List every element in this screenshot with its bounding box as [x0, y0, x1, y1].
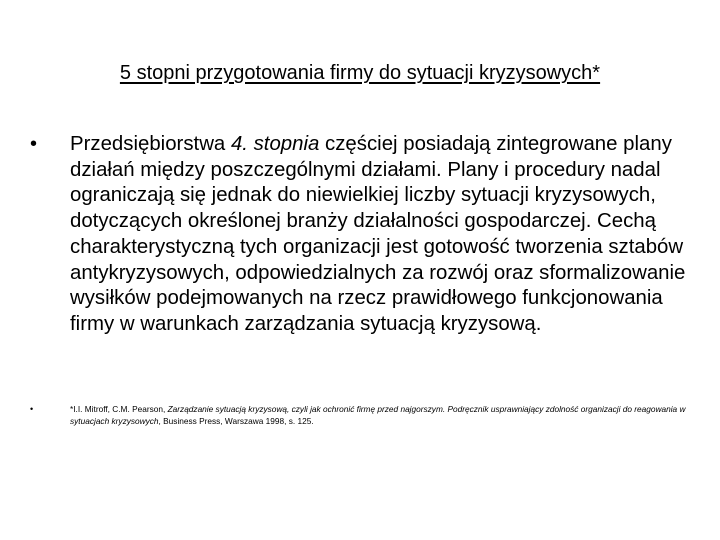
footnote — [70, 403, 690, 427]
paragraph-lead: Przedsiębiorstwa — [70, 133, 231, 155]
paragraph-body: częściej posiadają zintegrowane plany działań między poszczególnymi działami. Plany i procedury nadal ograniczają się jednak do niewielkiej liczby sytuacji kryzysowych, dotyczących określonej branży działalności gospodarczej. Cechą charakterystyczną tych organizacji jest gotowość tworzenia sztabów antykryzysowych, odpowiedzialnych za rozwój oraz sformalizowanie wysiłków podejmowanych na rzecz prawidłowego funkcjonowania firmy w warunkach zarządzania sytuacją kryzysową. — [70, 133, 686, 335]
footnote-publisher: , Business Press, Warszawa 1998, s. 125. — [158, 416, 314, 426]
bullet-dot: • — [30, 133, 38, 155]
main-bullet-item — [30, 132, 690, 338]
bullet-dot: • — [30, 404, 34, 414]
paragraph-emphasis: 4. stopnia — [230, 133, 320, 155]
footnote-authors: *I.I. Mitroff, C.M. Pearson, — [70, 404, 168, 414]
footnote-book-title: Zarządzanie sytuacją kryzysową, czyli jak ochronić firmę przed najgorszym. Podręcznik usprawniający zdolność organizacji do reagowania w sytuacjach kryzysowych — [70, 404, 686, 426]
slide-title: 5 stopni przygotowania firmy do sytuacji kryzysowych* — [119, 62, 601, 84]
main-paragraph — [70, 132, 690, 338]
footnote-bullet-item — [30, 403, 690, 427]
